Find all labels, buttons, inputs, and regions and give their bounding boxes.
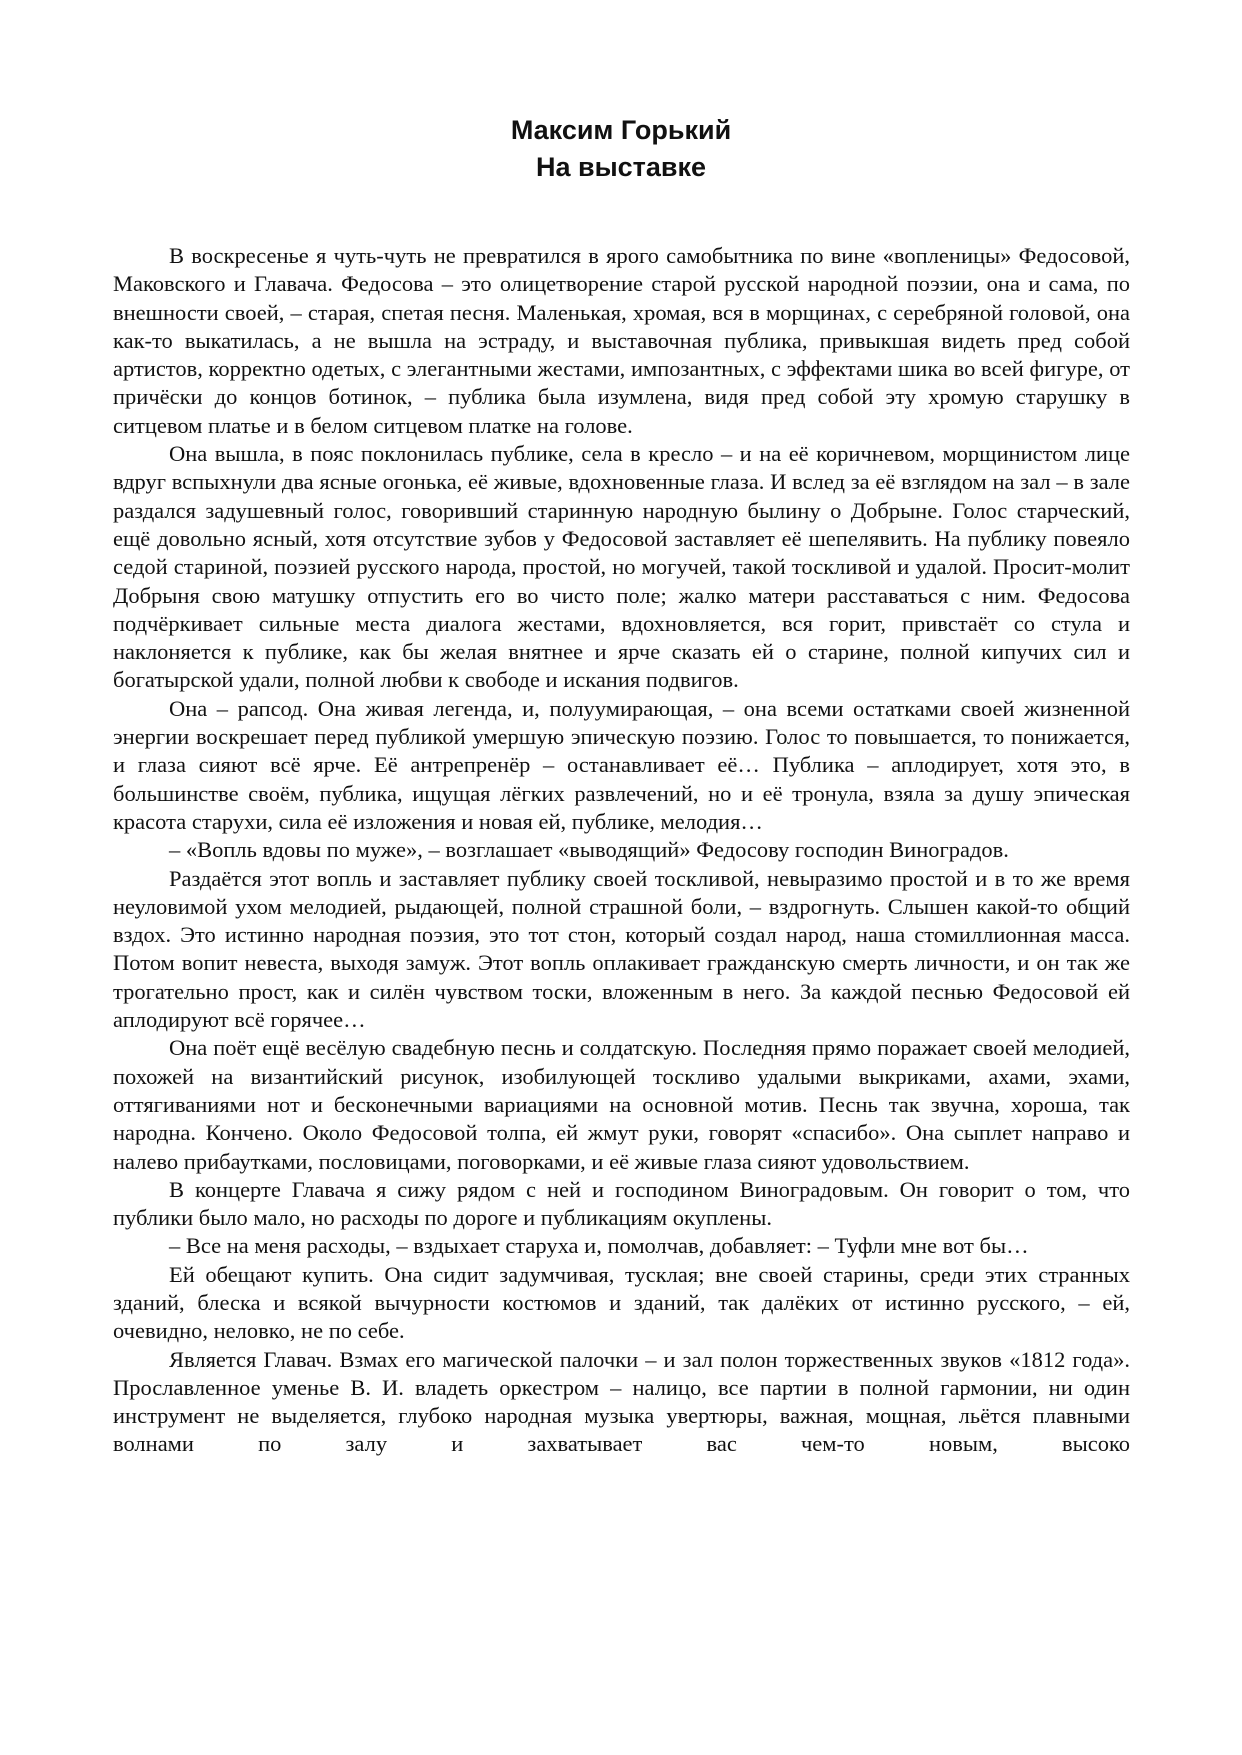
paragraph: – «Вопль вдовы по муже», – возглашает «выводящий» Федосову господин Виноградов. <box>169 837 1009 863</box>
paragraph: Она – рапсод. Она живая легенда, и, полуумирающая, – она всеми остатками своей жизненной энергии воскрешает перед публикой умершую эпическую поэзию. Голос то повышается, то понижается, и глаза сияют всё ярче. Её антрепренёр – останавливает её… Публика – аплодирует, хотя это, в большинстве своём, публика, ищущая лёгких развлечений, но и её тронула, взяла за душу эпическая красота старухи, сила её изложения и новая ей, публике, мелодия… <box>113 695 1130 834</box>
paragraph: Она поёт ещё весёлую свадебную песнь и солдатскую. Последняя прямо поражает своей мелодией, похожей на византийский рисунок, изобилующей тоскливо удалыми выкриками, ахами, эхами, оттягиваниями нот и бесконечными вариациями на основной мотив. Песнь так звучна, хороша, так народна. Кончено. Около Федосовой толпа, ей жмут руки, говорят «спасибо». Она сыплет направо и налево прибаутками, пословицами, поговорками, и её живые глаза сияют удовольствием. <box>113 1035 1130 1174</box>
title-block <box>0 112 1242 186</box>
paragraph: В воскресенье я чуть-чуть не превратился в ярого самобытника по вине «вопленицы» Федосовой, Маковского и Главача. Федосова – это олицетворение старой русской народной поэзии, она и сама, по внешности своей, – старая, спетая песня. Маленькая, хромая, вся в морщинах, с серебряной головой, она как-то выкатилась, а не вышла на эстраду, и выставочная публика, привыкшая видеть пред собой артистов, корректно одетых, с элегантными жестами, импозантных, с эффектами шика во всей фигуре, от причёски до концов ботинок, – публика была изумлена, видя пред собой эту хромую старушку в ситцевом платье и в белом ситцевом платке на голове. <box>113 243 1130 438</box>
paragraph: Раздаётся этот вопль и заставляет публику своей тоскливой, невыразимо простой и в то же время неуловимой ухом мелодией, рыдающей, полной страшной боли, – вздрогнуть. Слышен какой-то общий вздох. Это истинно народная поэзия, это тот стон, который создал народ, наша стомиллионная масса. Потом вопит невеста, выходя замуж. Этот вопль оплакивает гражданскую смерть личности, и он так же трогательно прост, как и силён чувством тоски, вложенным в него. За каждой песнью Федосовой ей аплодируют всё горячее… <box>113 865 1130 1033</box>
work-title: На выставке <box>535 152 707 182</box>
author-name: Максим Горький <box>510 115 732 145</box>
paragraph: Ей обещают купить. Она сидит задумчивая, тусклая; вне своей старины, среди этих странных зданий, блеска и всякой вычурности костюмов и зданий, так далёких от истинно русского, – ей, очевидно, неловко, не по себе. <box>113 1261 1130 1344</box>
body-text <box>113 242 1130 1459</box>
paragraph: В концерте Главача я сижу рядом с ней и господином Виноградовым. Он говорит о том, что публики было мало, но расходы по дороге и публикациям окуплены. <box>113 1176 1130 1231</box>
paragraph: – Все на меня расходы, – вздыхает старуха и, помолчав, добавляет: – Туфли мне вот бы… <box>169 1233 1029 1259</box>
paragraph: Является Главач. Взмах его магической палочки – и зал полон торжественных звуков «1812 года». Прославленное уменье В. И. владеть оркестром – налицо, все партии в полной гармонии, ни один инструмент не выделяется, глубоко народная музыка увертюры, важная, мощная, льётся плавными волнами по залу и захватывает вас чем-то новым, высоко <box>113 1346 1130 1457</box>
paragraph: Она вышла, в пояс поклонилась публике, села в кресло – и на её коричневом, морщинистом лице вдруг вспыхнули два ясные огонька, её живые, вдохновенные глаза. И вслед за её взглядом на зал – в зале раздался задушевный голос, говоривший старинную народную былину о Добрыне. Голос старческий, ещё довольно ясный, хотя отсутствие зубов у Федосовой заставляет её шепелявить. На публику повеяло седой стариной, поэзией русского народа, простой, но могучей, такой тоскливой и удалой. Просит-молит Добрыня свою матушку отпустить его во чисто поле; жалко матери расставаться с ним. Федосова подчёркивает сильные места диалога жестами, вдохновляется, вся горит, привстаёт со стула и наклоняется к публике, как бы желая внятнее и ярче сказать ей о старине, полной кипучих сил и богатырской удали, полной любви к свободе и искания подвигов. <box>113 441 1130 693</box>
